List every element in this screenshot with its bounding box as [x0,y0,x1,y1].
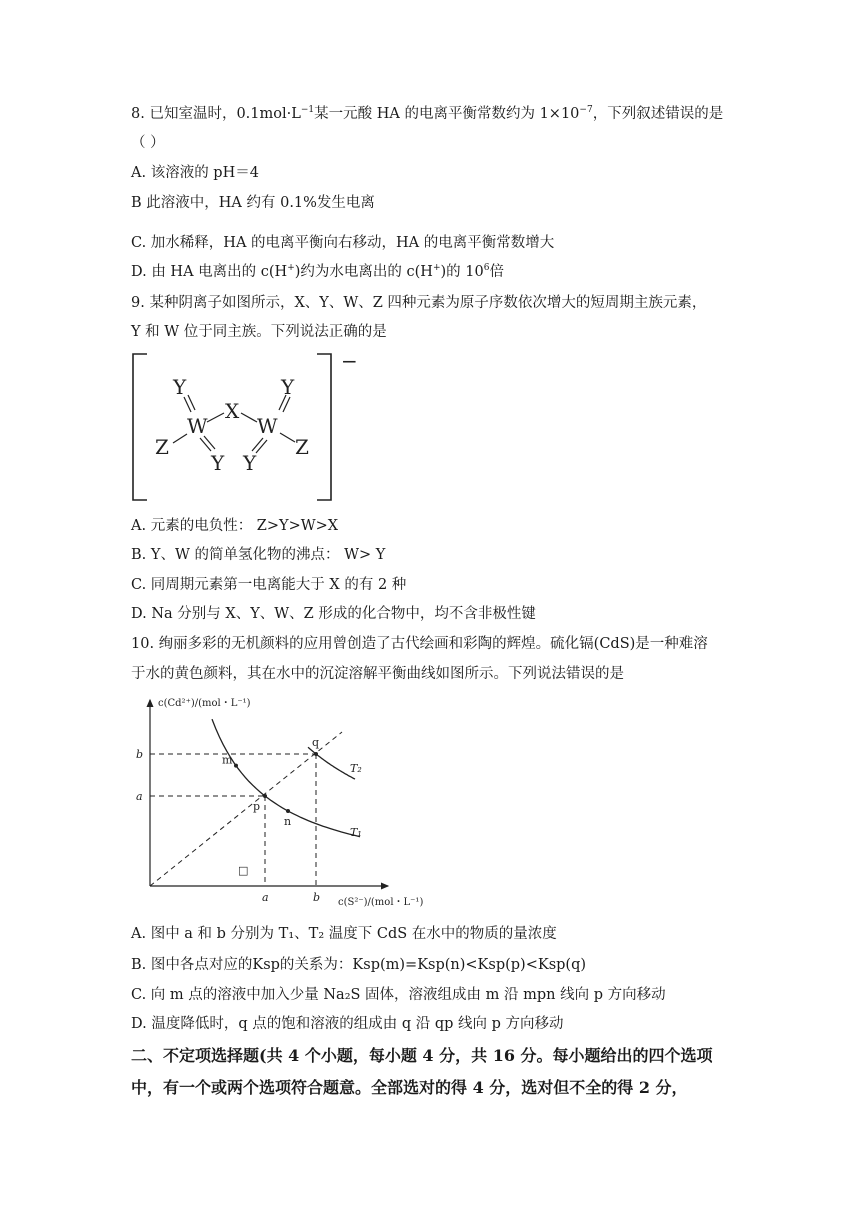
q9-stem-line1: 9. 某种阴离子如图所示，X、Y、W、Z 四种元素为原子序数依次增大的短周期主族元素， [131,295,707,311]
q8-option-b: B 此溶液中，HA 约有 0.1%发生电离 [131,195,375,211]
q9-stem-line2: Y 和 W 位于同主族。下列说法正确的是 [131,324,387,340]
atom-y-bottom-right: Y [243,451,257,475]
atom-y-top-right: Y [281,375,295,399]
atom-y-top-left: Y [173,375,187,399]
series-label-t2: T₂ [350,762,362,775]
atom-y-bottom-left: Y [211,451,225,475]
data-point [314,752,318,756]
right-bracket [317,354,331,500]
q9-option-d: D. Na 分别与 X、Y、W、Z 形成的化合物中，均不含非极性键 [131,606,536,622]
x-tick-label: a [262,891,269,904]
q9-option-b: B. Y、W 的简单氢化物的沸点： W> Y [131,547,386,563]
q10-stem-line2: 于水的黄色颜料，其在水中的沉淀溶解平衡曲线如图所示。下列说法错误的是 [131,666,624,682]
q8-option-a: A. 该溶液的 pH＝4 [131,165,259,181]
ion-charge: − [341,350,358,373]
x-axis-label: c(S²⁻)/(mol・L⁻¹) [338,897,424,908]
y-tick-label: a [136,790,143,803]
q8-option-d: D. 由 HA 电离出的 c(H+)约为水电离出的 c(H+)的 $10^6$倍 [131,263,504,280]
series-label-t1: T₁ [350,826,362,839]
data-point [263,794,267,798]
atom-w-right: W [257,414,278,438]
part2-heading-line2: 中，有一个或两个选项符合题意。全部选对的得 4 分，选对但不全的得 2 分， [131,1078,688,1097]
q10-option-a: A. 图中 a 和 b 分别为 T₁、T₂ 温度下 CdS 在水中的物质的量浓度 [131,926,557,942]
y-axis-label: c(Cd²⁺)/(mol・L⁻¹) [158,698,251,709]
data-point [286,809,290,813]
diagonal-reference-line [150,732,342,886]
atom-x-center: X [225,399,240,423]
part2-heading-line1: 二、不定项选择题(共 4 个小题，每小题 4 分，共 16 分。每小题给出的四个选项 [131,1046,713,1065]
origin-mark: □ [238,864,249,877]
anion-structure-figure [125,350,365,505]
y-tick-label: b [136,748,144,761]
atom-w-left: W [187,414,208,438]
ksp-solubility-chart [130,690,440,915]
point-label: p [253,800,261,813]
atom-z-right: Z [295,435,309,459]
q10-option-d: D. 温度降低时，q 点的饱和溶液的组成由 q 沿 qp 线向 p 方向移动 [131,1016,564,1032]
q10-option-b: B. 图中各点对应的Ksp的关系为：Ksp(m)=Ksp(n)<Ksp(p)<Ksp(q) [131,957,587,973]
point-label: q [312,736,320,749]
curve-t2 [308,747,355,779]
data-point [234,764,238,768]
q10-option-c: C. 向 m 点的溶液中加入少量 Na₂S 固体，溶液组成由 m 沿 mpn 线向 p 方向移动 [131,987,666,1003]
atom-z-left: Z [155,435,169,459]
left-bracket [133,354,147,500]
point-label: m [222,753,233,767]
q8-option-c: C. 加水稀释，HA 的电离平衡向右移动，HA 的电离平衡常数增大 [131,235,555,251]
q10-stem-line1: 10. 绚丽多彩的无机颜料的应用曾创造了古代绘画和彩陶的辉煌。硫化镉(CdS)是一种难溶 [131,636,708,652]
q8-stem: 8. 已知室温时，$0.1mol\cdot L^{-1}$某一元酸 HA 的电离平衡常数约为 $1\times 10^{-7}$，下列叙述错误的是 [131,105,724,122]
point-label: n [284,815,292,828]
q8-answer-paren: （ ） [131,135,165,151]
q9-option-c: C. 同周期元素第一电离能大于 X 的有 2 种 [131,577,407,593]
q9-option-a: A. 元素的电负性： Z>Y>W>X [131,518,339,534]
x-tick-label: b [313,891,321,904]
